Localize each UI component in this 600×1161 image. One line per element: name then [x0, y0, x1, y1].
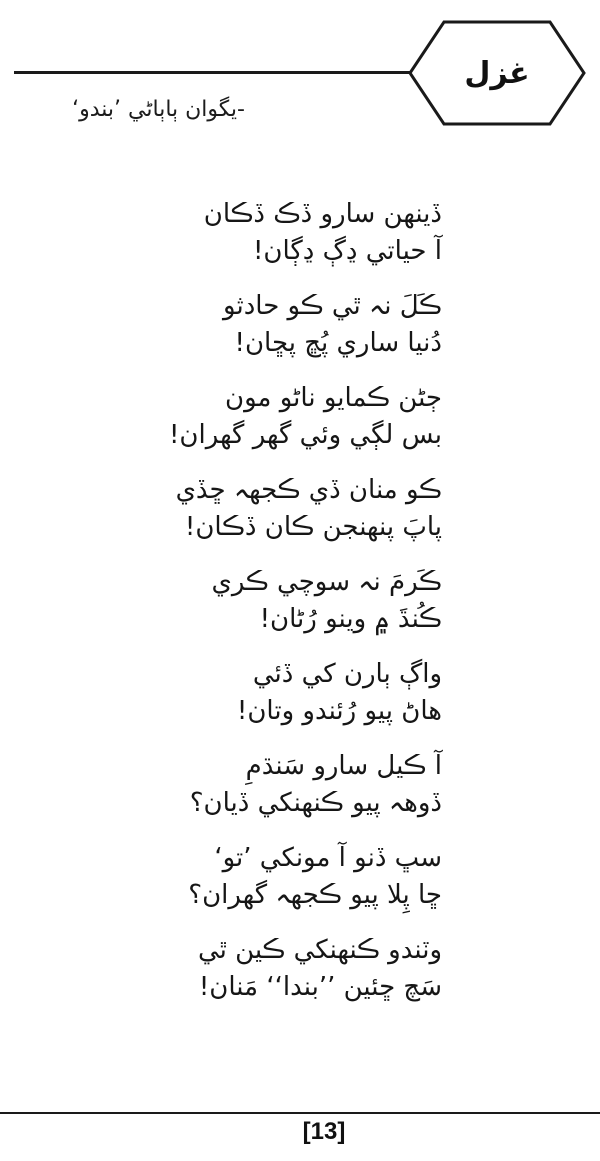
couplet: [142, 656, 442, 730]
couplet: [142, 840, 442, 914]
author-byline: -يگوان ٻاٻاڻي ’بندو‘: [72, 97, 245, 122]
poem-body: [142, 196, 442, 1024]
page-title: غزل: [464, 55, 530, 91]
couplet: [142, 932, 442, 1006]
verse-line: سَچ ڇئين ’’بندا‘‘ مَنان!: [198, 972, 442, 1002]
verse-line: پاپَ پنهنجن ڪان ڏڪان!: [184, 512, 442, 542]
couplet: [142, 196, 442, 270]
footer-rule: [0, 1112, 600, 1114]
couplet: [142, 472, 442, 546]
couplet: [142, 748, 442, 822]
verse-line: ڪو منان ڏي ڪجهہ ڇڏي: [175, 475, 442, 505]
couplet: [142, 564, 442, 638]
verse-line: دُنيا ساري پُڇ پڇان!: [234, 328, 442, 358]
title-badge: [406, 18, 588, 128]
verse-line: سڀ ڏنو آ مونکي ’تو‘: [214, 843, 442, 873]
verse-line: ڏوهہ پيو ڪنهنکي ڏيان؟: [189, 788, 442, 818]
verse-line: ڄڻن ڪمايو ناڻو مون: [225, 383, 442, 413]
verse-line: ڏينهن سارو ڏڪ ڏڪان: [203, 199, 442, 229]
verse-line: ڪَرمَ نہ سوچي ڪري: [211, 567, 442, 597]
verse-line: وٽندو ڪنهنکي ڪين ٿي: [197, 935, 442, 965]
verse-line: ڪُنڌَ ۾ وينو رُڻان!: [259, 604, 442, 634]
couplet: [142, 380, 442, 454]
verse-line: ڪَلَ نہ ٿي ڪو حادثو: [223, 291, 442, 321]
couplet: [142, 288, 442, 362]
page-number: [13]: [302, 1118, 346, 1145]
verse-line: آ حياتي ڍڳ ڍڳان!: [252, 236, 442, 266]
verse-line: بس لڳي وئي گهر گهران!: [168, 420, 442, 450]
verse-line: هاڻ پيو رُئندو وتان!: [236, 696, 442, 726]
header-rule: [14, 71, 414, 74]
verse-line: واڳ ٻارن کي ڏئي: [252, 659, 442, 689]
verse-line: ڇا پِلا پيو ڪجهہ گهران؟: [188, 880, 442, 910]
verse-line: آ ڪيل سارو سَنڌمِ: [245, 751, 442, 781]
